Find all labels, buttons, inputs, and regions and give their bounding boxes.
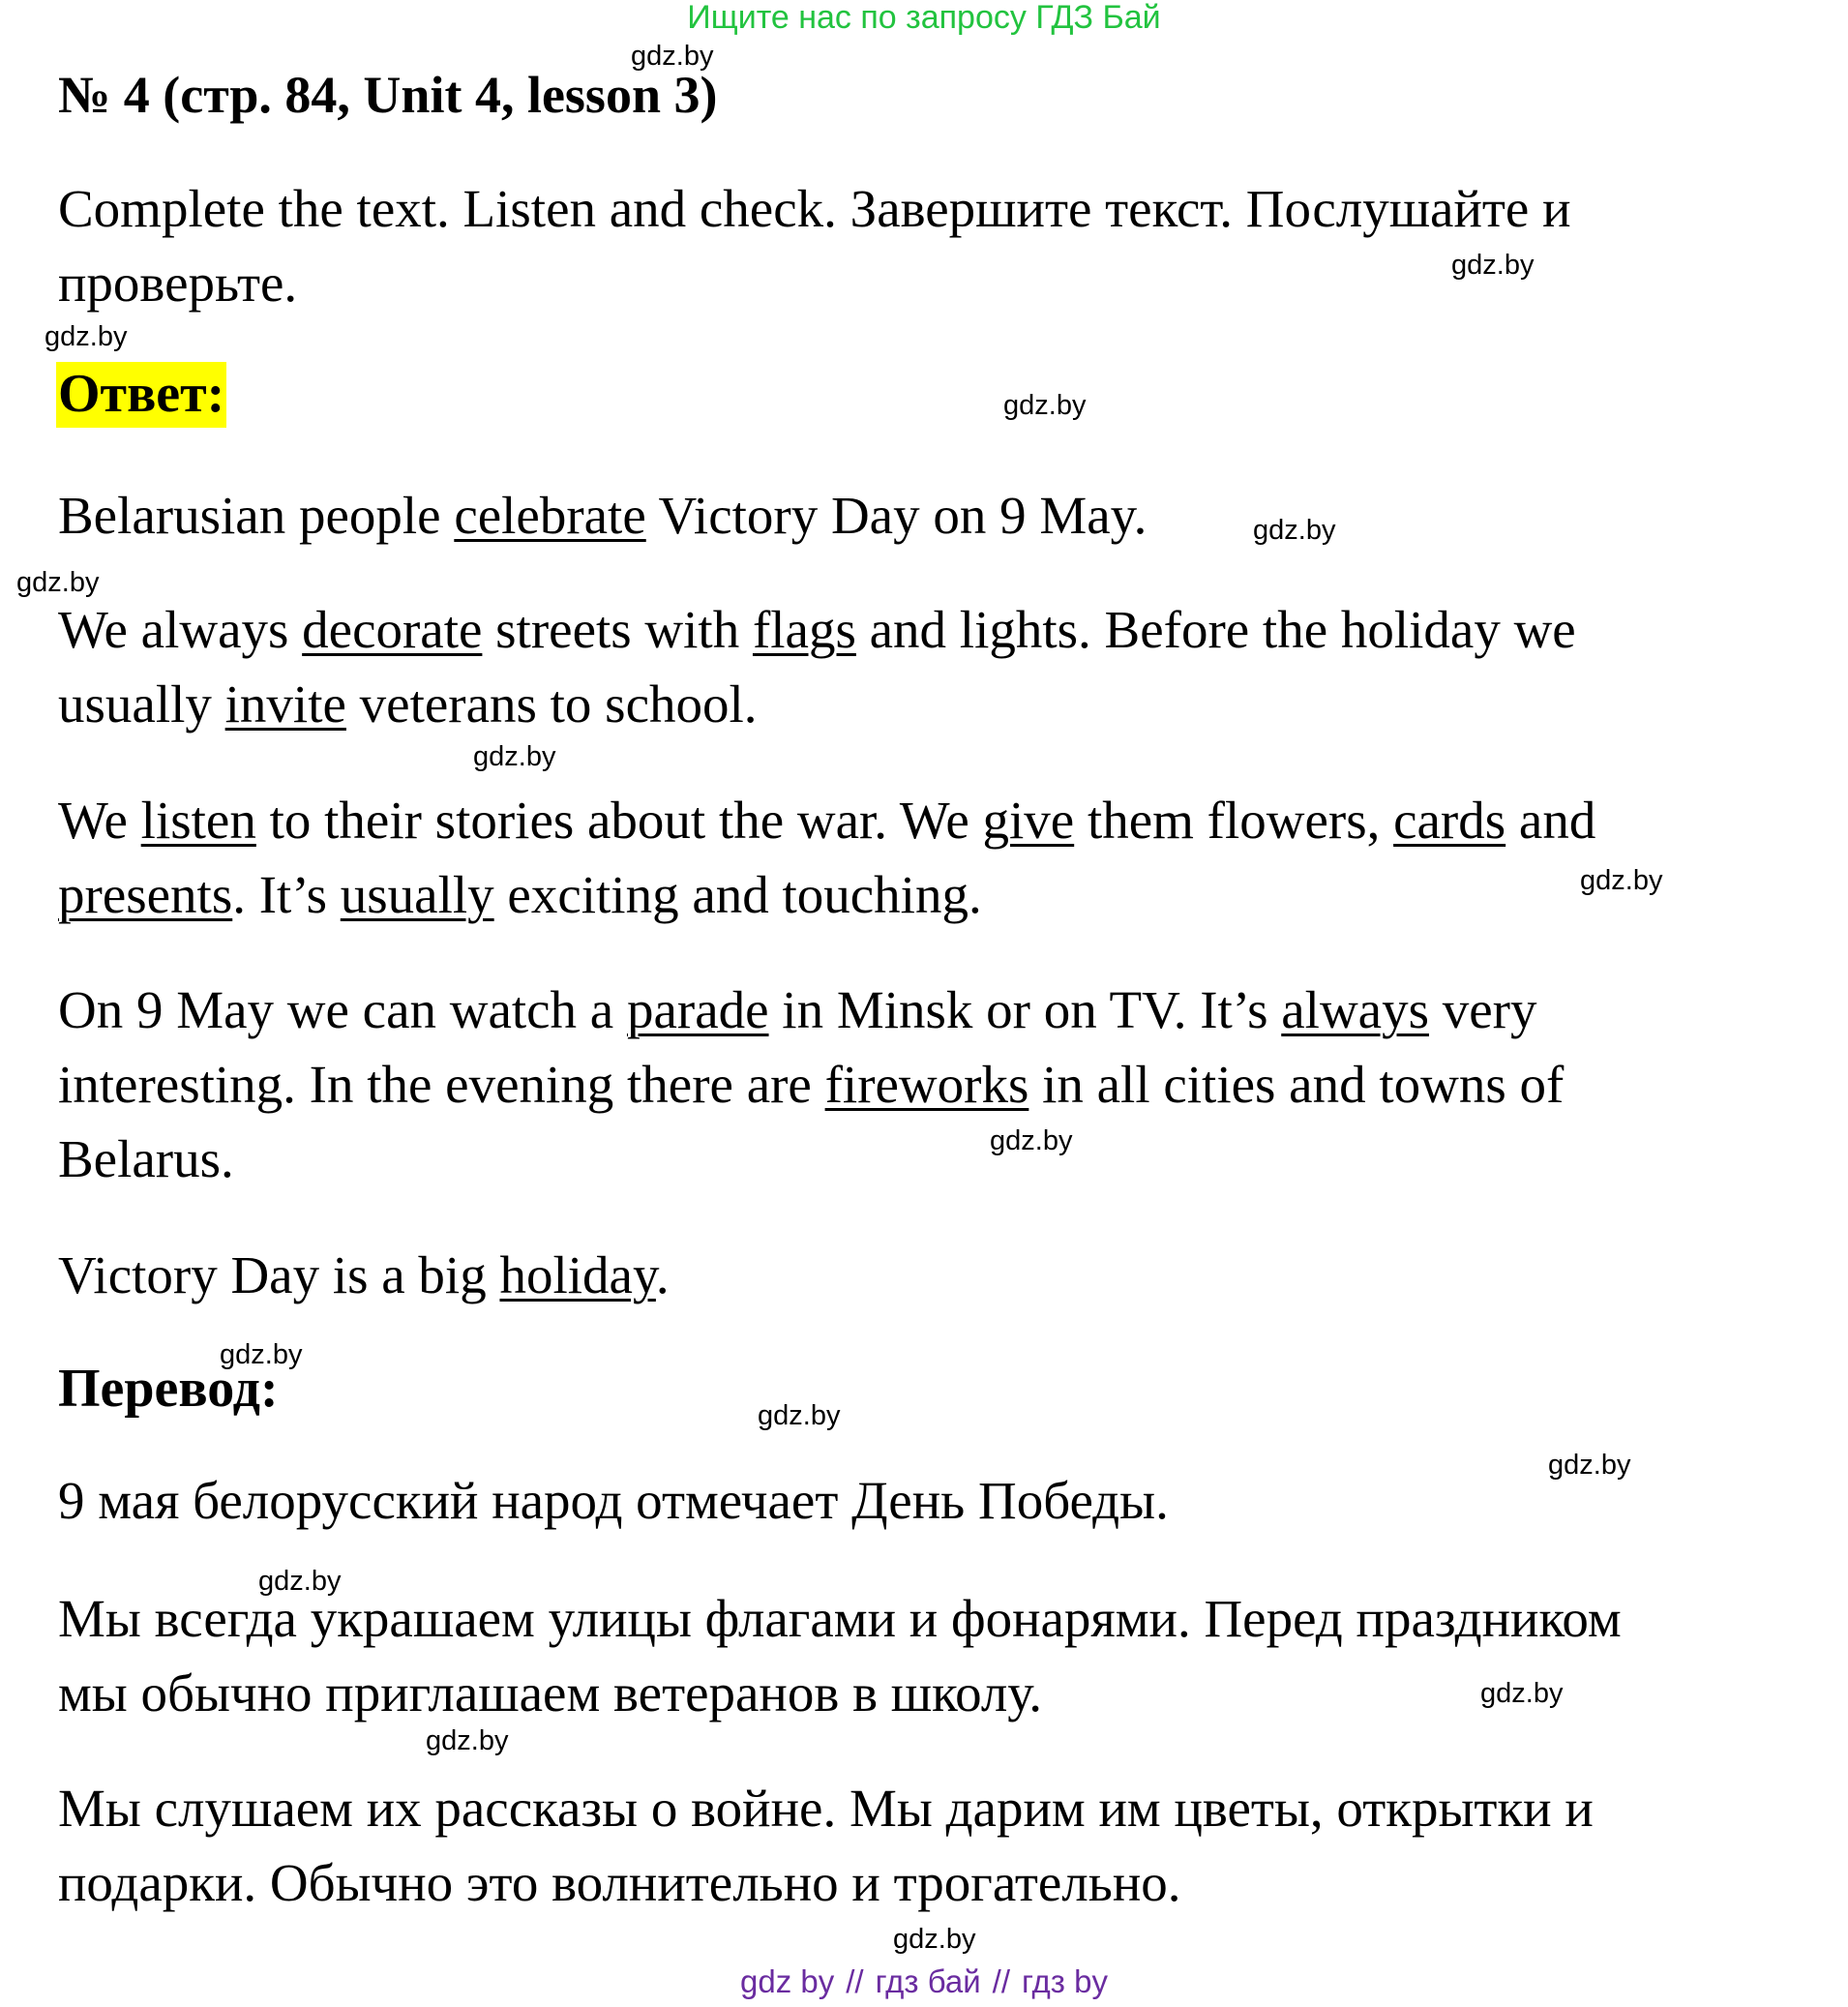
filled-word: presents — [58, 865, 233, 924]
exercise-title: № 4 (стр. 84, Unit 4, lesson 3) — [58, 66, 718, 124]
watermark: gdz.by — [220, 1339, 303, 1370]
filled-word: give — [982, 791, 1075, 850]
answer-line: On 9 May we can watch a parade in Minsk or on TV. It’s always very — [58, 980, 1537, 1039]
watermark: gdz.by — [893, 1924, 976, 1955]
watermark: gdz.by — [990, 1125, 1073, 1156]
filled-word: parade — [626, 980, 769, 1039]
filled-word: listen — [140, 791, 256, 850]
watermark: gdz.by — [631, 41, 714, 72]
answer-line: interesting. In the evening there are fireworks in all cities and towns of — [58, 1055, 1565, 1114]
answer-line: usually invite veterans to school. — [58, 674, 758, 734]
watermark: gdz.by — [1580, 865, 1663, 896]
footer-separator: // — [992, 1963, 1010, 1999]
watermark: gdz.by — [1003, 390, 1087, 421]
watermark: gdz.by — [1451, 250, 1535, 281]
watermark: gdz.by — [1548, 1450, 1631, 1481]
answer-line: Belarus. — [58, 1129, 234, 1188]
watermark: gdz.by — [1480, 1678, 1564, 1709]
filled-word: usually — [340, 865, 494, 924]
filled-word: celebrate — [454, 486, 646, 545]
watermark: gdz.by — [45, 321, 128, 352]
translation-line: мы обычно приглашаем ветеранов в школу. — [58, 1663, 1043, 1722]
task-line: Complete the text. Listen and check. Завершите текст. Послушайте и — [58, 179, 1571, 238]
translation-line: Мы всегда украшаем улицы флагами и фонарями. Перед праздником — [58, 1589, 1622, 1648]
top-banner[interactable]: Ищите нас по запросу ГДЗ Бай — [687, 0, 1161, 36]
footer-links — [0, 1964, 1848, 1999]
answer-line: Victory Day is a big holiday. — [58, 1245, 670, 1304]
footer-link[interactable]: gdz by — [740, 1963, 835, 1999]
task-line: проверьте. — [58, 254, 298, 313]
translation-line: подарки. Обычно это волнительно и трогательно. — [58, 1853, 1181, 1912]
answer-heading-text: Ответ: — [56, 362, 226, 428]
watermark: gdz.by — [16, 567, 100, 598]
answer-heading — [56, 364, 226, 424]
footer-separator: // — [846, 1963, 864, 1999]
answer-line: presents. It’s usually exciting and touching. — [58, 865, 982, 924]
translation-line: 9 мая белорусский народ отмечает День Победы. — [58, 1471, 1169, 1530]
filled-word: always — [1281, 980, 1429, 1039]
filled-word: invite — [224, 674, 346, 734]
filled-word: flags — [752, 600, 856, 659]
watermark: gdz.by — [758, 1400, 841, 1431]
footer-link[interactable]: гдз бай — [875, 1963, 981, 1999]
watermark: gdz.by — [258, 1566, 342, 1597]
filled-word: decorate — [302, 600, 483, 659]
watermark: gdz.by — [473, 741, 556, 772]
watermark: gdz.by — [426, 1725, 509, 1756]
filled-word: holiday — [499, 1245, 656, 1304]
translation-line: Мы слушаем их рассказы о войне. Мы дарим им цветы, открытки и — [58, 1779, 1594, 1838]
watermark: gdz.by — [1253, 515, 1336, 546]
filled-word: fireworks — [824, 1055, 1029, 1114]
answer-line: We always decorate streets with flags and lights. Before the holiday we — [58, 600, 1576, 659]
translation-heading: Перевод: — [58, 1359, 279, 1419]
footer-link[interactable]: гдз by — [1022, 1963, 1108, 1999]
answer-line: Belarusian people celebrate Victory Day on 9 May. — [58, 486, 1148, 545]
answer-line: We listen to their stories about the war. We give them flowers, cards and — [58, 791, 1596, 850]
filled-word: cards — [1393, 791, 1506, 850]
